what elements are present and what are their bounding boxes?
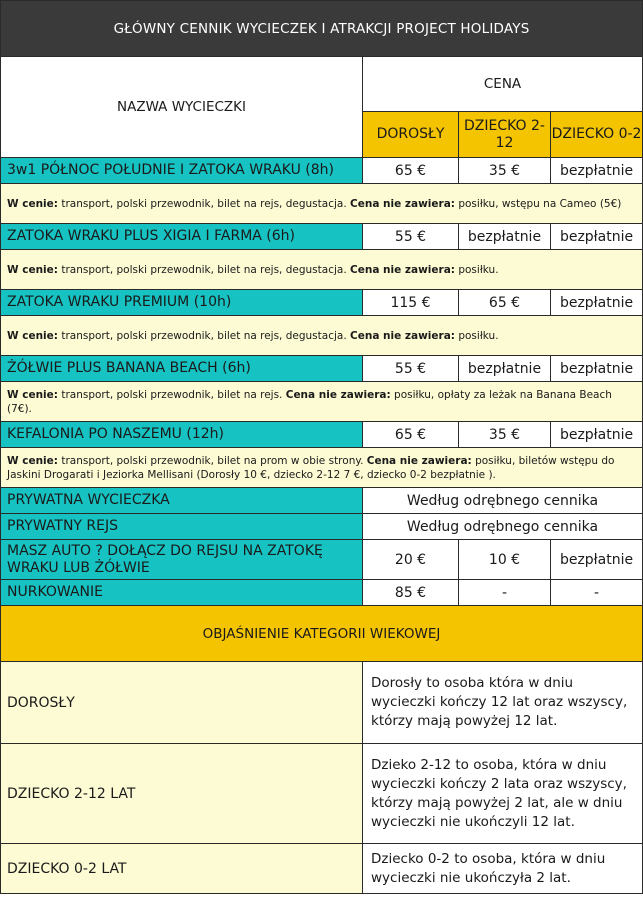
separate-price-note: Według odrębnego cennika	[363, 488, 643, 514]
includes-label: W cenie:	[7, 197, 58, 210]
title-row	[1, 1, 643, 57]
excludes-label: Cena nie zawiera:	[350, 329, 455, 342]
table-row	[1, 422, 643, 448]
age-category-description: Dziecko 0-2 to osoba, która w dniu wycieczki nie ukończyła 2 lat.	[363, 844, 643, 894]
child-0-2-price: bezpłatnie	[551, 356, 643, 382]
includes-label: W cenie:	[7, 329, 58, 342]
excludes-label: Cena nie zawiera:	[350, 263, 455, 276]
adult-price: 55 €	[363, 224, 459, 250]
header-row	[1, 57, 643, 112]
page-title: GŁÓWNY CENNIK WYCIECZEK I ATRAKCJI PROJECT HOLIDAYS	[1, 1, 643, 57]
age-category-description: Dzieko 2-12 to osoba, która w dniu wycieczki kończy 2 lata oraz wszyscy, którzy mają powyżej 2 lat, ale w dniu wycieczki nie ukończyli 12 lat.	[363, 744, 643, 844]
child-2-12-price: 35 €	[459, 158, 551, 184]
trip-description	[1, 382, 643, 422]
excludes-text: posiłku, opłaty za leżak na Banana Beach (7€).	[7, 388, 612, 415]
age-section-title: OBJAŚNIENIE KATEGORII WIEKOWEJ	[1, 606, 643, 662]
trip-name: KEFALONIA PO NASZEMU (12h)	[1, 422, 363, 448]
price-header: CENA	[363, 57, 643, 112]
excludes-label: Cena nie zawiera:	[285, 388, 391, 401]
trip-description-row	[1, 250, 643, 290]
adult-price: 20 €	[363, 540, 459, 580]
child-0-2-price: bezpłatnie	[551, 540, 643, 580]
table-row	[1, 356, 643, 382]
includes-label: W cenie:	[7, 454, 58, 467]
table-row	[1, 290, 643, 316]
excludes-label: Cena nie zawiera:	[366, 454, 472, 467]
child-0-2-price: bezpłatnie	[551, 224, 643, 250]
trip-name: MASZ AUTO ? DOŁĄCZ DO REJSU NA ZATOKĘ WRAKU LUB ŻÓŁWIE	[1, 540, 363, 580]
table-row	[1, 224, 643, 250]
trip-name: PRYWATNY REJS	[1, 514, 363, 540]
child-0-2-price: bezpłatnie	[551, 158, 643, 184]
adult-price: 115 €	[363, 290, 459, 316]
adult-price: 65 €	[363, 422, 459, 448]
trip-name-header: NAZWA WYCIECZKI	[1, 57, 363, 158]
includes-text: transport, polski przewodnik, bilet na rejs.	[57, 388, 286, 401]
trip-name: ŻÓŁWIE PLUS BANANA BEACH (6h)	[1, 356, 363, 382]
age-category-name: DOROSŁY	[1, 662, 363, 744]
table-row	[1, 844, 643, 894]
child-2-12-price: 10 €	[459, 540, 551, 580]
includes-text: transport, polski przewodnik, bilet na prom w obie strony.	[57, 454, 367, 467]
child-2-12-price: bezpłatnie	[459, 224, 551, 250]
includes-label: W cenie:	[7, 388, 58, 401]
child-0-2-header: DZIECKO 0-2	[551, 112, 643, 158]
trip-name: ZATOKA WRAKU PREMIUM (10h)	[1, 290, 363, 316]
separate-price-note: Według odrębnego cennika	[363, 514, 643, 540]
table-row	[1, 488, 643, 514]
table-row	[1, 662, 643, 744]
child-2-12-header: DZIECKO 2-12	[459, 112, 551, 158]
excludes-text: posiłku.	[455, 329, 499, 342]
child-2-12-price: -	[459, 580, 551, 606]
trip-name: NURKOWANIE	[1, 580, 363, 606]
child-2-12-price: bezpłatnie	[459, 356, 551, 382]
adult-price: 85 €	[363, 580, 459, 606]
includes-text: transport, polski przewodnik, bilet na rejs, degustacja.	[57, 197, 351, 210]
age-category-name: DZIECKO 2-12 LAT	[1, 744, 363, 844]
adult-price: 65 €	[363, 158, 459, 184]
child-0-2-price: bezpłatnie	[551, 290, 643, 316]
trip-description	[1, 250, 643, 290]
table-row	[1, 514, 643, 540]
age-section-title-row	[1, 606, 643, 662]
age-category-name: DZIECKO 0-2 LAT	[1, 844, 363, 894]
trip-name: PRYWATNA WYCIECZKA	[1, 488, 363, 514]
includes-text: transport, polski przewodnik, bilet na rejs, degustacja.	[57, 329, 351, 342]
trip-description-row	[1, 184, 643, 224]
age-category-description: Dorosły to osoba która w dniu wycieczki kończy 12 lat oraz wszyscy, którzy mają powyżej 12 lat.	[363, 662, 643, 744]
table-row	[1, 158, 643, 184]
table-row	[1, 540, 643, 580]
table-row	[1, 744, 643, 844]
child-0-2-price: bezpłatnie	[551, 422, 643, 448]
trip-description	[1, 184, 643, 224]
excludes-text: posiłku, wstępu na Cameo (5€)	[455, 197, 622, 210]
adult-header: DOROSŁY	[363, 112, 459, 158]
includes-label: W cenie:	[7, 263, 58, 276]
excludes-text: posiłku, biletów wstępu do Jaskini Drogarati i Jeziorka Mellisani (Dorosły 10 €, dziecko 2-12 7 €, dziecko 0-2 bezpłatnie ).	[7, 454, 615, 481]
trip-description-row	[1, 316, 643, 356]
includes-text: transport, polski przewodnik, bilet na rejs, degustacja.	[57, 263, 351, 276]
child-2-12-price: 35 €	[459, 422, 551, 448]
adult-price: 55 €	[363, 356, 459, 382]
trip-description-row	[1, 382, 643, 422]
trip-description-row	[1, 448, 643, 488]
trip-name: 3w1 PÓŁNOC POŁUDNIE I ZATOKA WRAKU (8h)	[1, 158, 363, 184]
trip-name: ZATOKA WRAKU PLUS XIGIA I FARMA (6h)	[1, 224, 363, 250]
excludes-text: posiłku.	[455, 263, 499, 276]
trip-description	[1, 316, 643, 356]
table-row	[1, 580, 643, 606]
excludes-label: Cena nie zawiera:	[350, 197, 455, 210]
child-0-2-price: -	[551, 580, 643, 606]
trip-description	[1, 448, 643, 488]
child-2-12-price: 65 €	[459, 290, 551, 316]
